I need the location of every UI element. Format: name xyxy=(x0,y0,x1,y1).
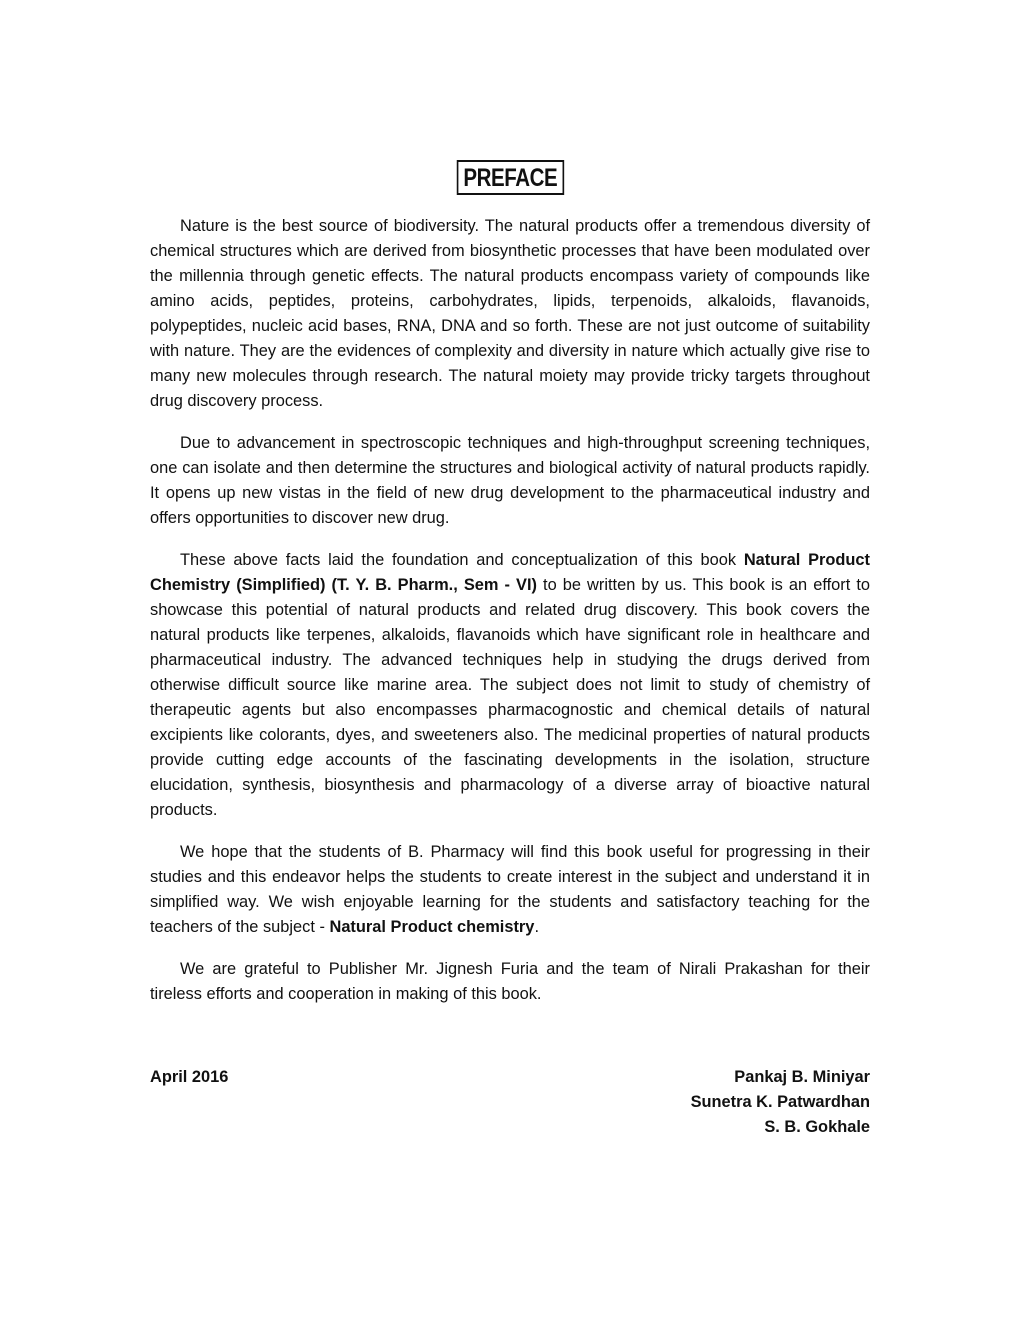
preface-date: April 2016 xyxy=(150,1068,229,1086)
paragraph-4-text-start: We hope that the students of B. Pharmacy will find this book useful for progressing in their studies and this endeavor helps the students to create interest in the subject and understand it in simplified way. We wish enjoyable learning for the students and satisfactory teaching for the teachers of the subject - xyxy=(150,843,870,936)
signature-block xyxy=(150,1065,870,1145)
subject-name-bold: Natural Product chemistry xyxy=(329,918,535,936)
paragraph-3-text-start: These above facts laid the foundation and conceptualization of this book xyxy=(180,551,744,569)
title-container xyxy=(0,160,1020,195)
paragraph-4-text-end: . xyxy=(534,918,539,936)
paragraph-5: We are grateful to Publisher Mr. Jignesh Furia and the team of Nirali Prakashan for their tireless efforts and cooperation in making of this book. xyxy=(150,960,870,1003)
page-title: PREFACE xyxy=(456,160,563,195)
paragraph-2: Due to advancement in spectroscopic techniques and high-throughput screening techniques, one can isolate and then determine the structures and biological activity of natural products rapidly. It opens up new vistas in the field of new drug development to the pharmaceutical industry and offers opportunities to discover new drug. xyxy=(150,434,870,527)
author-name: Pankaj B. Miniyar xyxy=(734,1068,870,1086)
paragraph-3 xyxy=(150,548,870,823)
author-list xyxy=(691,1065,870,1140)
preface-body xyxy=(150,214,870,1024)
paragraph-4 xyxy=(150,840,870,940)
paragraph-1: Nature is the best source of biodiversity. The natural products offer a tremendous diversity of chemical structures which are derived from biosynthetic processes that have been modulated over the millennia through genetic effects. The natural products encompass variety of compounds like amino acids, peptides, proteins, carbohydrates, lipids, terpenoids, alkaloids, flavanoids, polypeptides, nucleic acid bases, RNA, DNA and so forth. These are not just outcome of suitability with nature. They are the evidences of complexity and diversity in nature which actually give rise to many new molecules through research. The natural moiety may provide tricky targets throughout drug discovery process. xyxy=(150,217,870,410)
author-name: Sunetra K. Patwardhan xyxy=(690,1093,870,1111)
book-title-bold: Natural Product Chemistry (Simplified) (T. Y. B. Pharm., Sem - VI) xyxy=(150,551,870,594)
author-name: S. B. Gokhale xyxy=(764,1118,870,1136)
paragraph-3-text-end: to be written by us. This book is an effort to showcase this potential of natural products and related drug discovery. This book covers the natural products like terpenes, alkaloids, flavanoids which have significant role in healthcare and pharmaceutical industry. The advanced techniques help in studying the drugs derived from otherwise difficult source like marine area. The subject does not limit to study of chemistry of therapeutic agents but also encompasses pharmacognostic and chemical details of natural excipients like colorants, dyes, and sweeteners also. The medicinal properties of natural products provide cutting edge accounts of the fascinating developments in the isolation, structure elucidation, synthesis, biosynthesis and pharmacology of a diverse array of bioactive natural products. xyxy=(150,576,870,819)
